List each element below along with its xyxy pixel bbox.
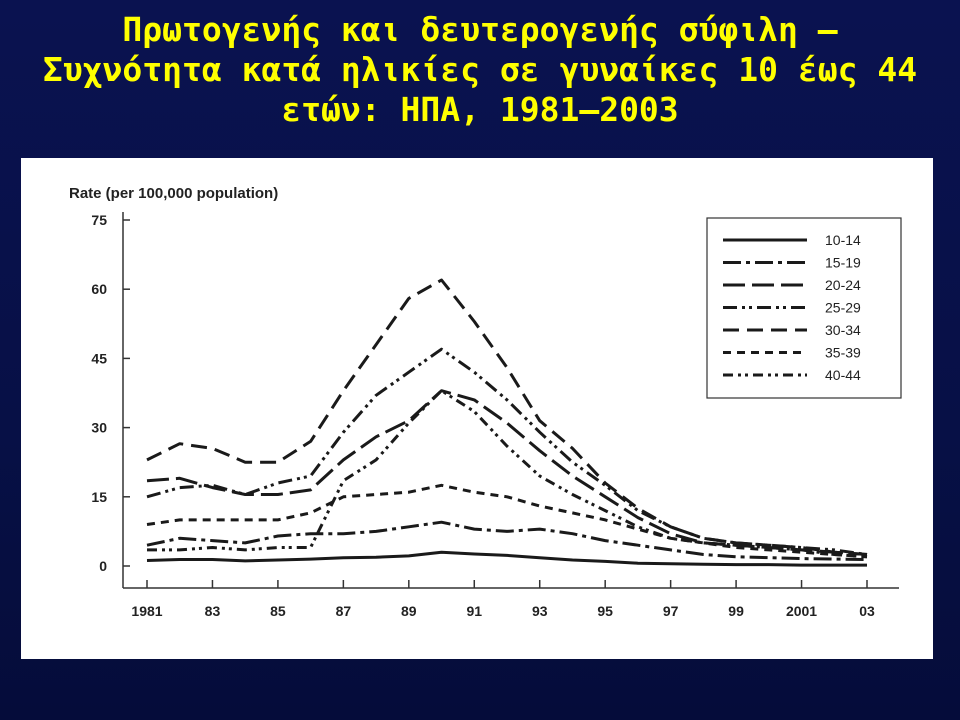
y-tick-label: 15 [91, 488, 107, 505]
legend-label-20-24: 20-24 [825, 277, 861, 293]
title-line-3: ετών: ΗΠΑ, 1981–2003 [281, 90, 679, 129]
legend [707, 218, 901, 398]
y-tick-label: 0 [99, 558, 107, 574]
x-tick-label: 83 [204, 603, 221, 619]
title-line-2: Συχνότητα κατά ηλικίες σε γυναίκες 10 έως 44 [42, 50, 918, 89]
slide-title [0, 10, 960, 130]
x-tick-label: 93 [531, 603, 548, 619]
legend-label-30-34: 30-34 [825, 322, 861, 338]
y-tick-label: 45 [91, 350, 107, 367]
x-tick-label: 03 [859, 603, 875, 619]
legend-label-15-19: 15-19 [825, 254, 861, 271]
title-line-1: Πρωτογενής και δευτερογενής σύφιλη — [122, 10, 838, 49]
x-tick-label: 2001 [785, 603, 818, 619]
chart-panel [21, 158, 933, 659]
y-tick-label: 75 [91, 212, 107, 228]
x-tick-label: 1981 [131, 603, 163, 619]
x-tick-label: 97 [662, 603, 679, 619]
x-tick-label: 99 [728, 603, 744, 619]
legend-label-40-44: 40-44 [825, 367, 861, 383]
x-tick-label: 89 [401, 603, 417, 619]
x-tick-label: 91 [466, 603, 483, 619]
y-axis-title: Rate (per 100,000 population) [69, 185, 279, 202]
legend-label-10-14: 10-14 [825, 232, 861, 248]
y-tick-label: 60 [91, 281, 107, 298]
legend-label-35-39: 35-39 [825, 344, 861, 361]
x-tick-label: 87 [335, 603, 352, 619]
x-tick-label: 95 [597, 603, 613, 619]
legend-label-25-29: 25-29 [825, 299, 861, 316]
line-chart [21, 158, 933, 659]
y-tick-label: 30 [91, 419, 107, 436]
x-tick-label: 85 [270, 603, 286, 619]
